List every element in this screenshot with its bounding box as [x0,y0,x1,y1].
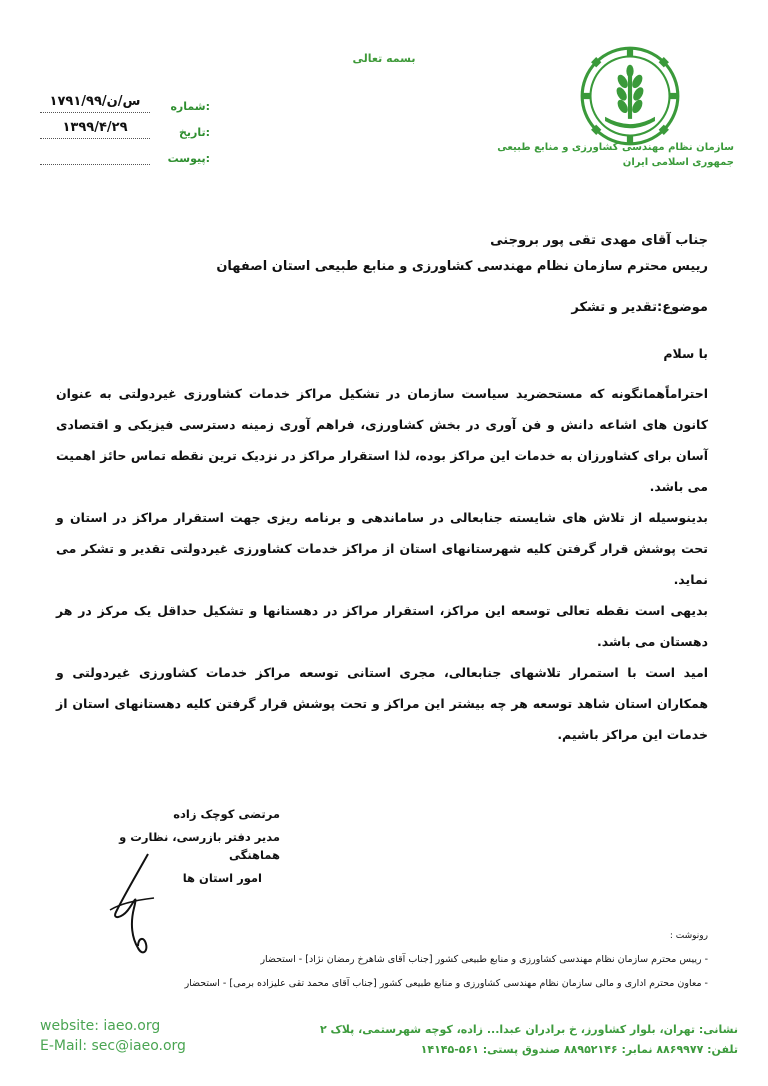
paragraph: امید است با استمرار تلاشهای جنابعالی، مجری استانی توسعه مراکز خدمات کشاورزی غیردولتی و همکاران استان شاهد توسعه هر چه بیشتر این مراکز و تحت پوشش قرار گرفتن کلیه دهستانهای استان از خدمات این مراکز باشیم. [56,665,708,742]
letter-body [56,378,708,750]
signer-name: مرتضی کوچک زاده [173,807,280,821]
letter-number: ۱۷۹۱/۹۹/س/ن [40,94,150,113]
carbon-copy [48,924,708,996]
letter-date: ۱۳۹۹/۴/۲۹ [40,120,150,139]
email-link[interactable]: E-Mail: sec@iaeo.org [40,1038,186,1054]
paragraph: بدینوسیله از تلاش های شایسته جنابعالی در ساماندهی و برنامه ریزی جهت استقرار مراکز در استان و تحت پوشش قرار گرفتن کلیه شهرستانهای استان از مراکز خدمات کشاورزی غیردولتی تقدیر و تشکر می نماید. [56,510,708,587]
cc-title: رونوشت : [669,931,708,941]
greeting: با سلام [663,346,708,361]
addressee [56,228,708,280]
org-name-line2: جمهوری اسلامی ایران [622,157,734,168]
addressee-name: جناب آقای مهدی تقی پور بروجنی [490,233,708,248]
attachment-label: پیوست: [167,152,210,165]
addressee-title: رییس محترم سازمان نظام مهندسی کشاورزی و منابع طبیعی استان اصفهان [216,259,708,274]
letter-meta [40,92,210,170]
subject: موضوع:تقدیر و تشکر [571,300,708,315]
attachment-row [40,144,210,170]
cc-item: - رییس محترم سازمان نظام مهندسی کشاورزی و منابع طبیعی کشور [جناب آقای شاهرخ رمضان نژاد] - استحضار [260,954,708,965]
footer-contact-web [40,1016,186,1056]
footer-address [298,1020,738,1060]
paragraph: بدیهی است نقطه تعالی توسعه این مراکز، استقرار مراکز در دهستانها و تشکیل حداقل یک مرکز در هر دهستان می باشد. [56,603,708,649]
organization-name [474,140,734,170]
website-link[interactable]: website: iaeo.org [40,1018,161,1034]
phone-numbers: تلفن: ۸۸۶۹۹۷۷ نمابر: ۸۸۹۵۲۱۴۶ صندوق پستی: ۵۶۱-۱۴۱۴۵ [420,1043,738,1056]
org-name-line1: سازمان نظام مهندسی کشاورزی و منابع طبیعی [497,142,734,153]
date-row [40,118,210,144]
signer-title: مدیر دفتر بازرسی، نظارت و هماهنگی [119,830,280,862]
signer-title-2: امور استان ها [182,871,262,885]
paragraph: احتراماًهمانگونه که مستحضرید سیاست سازمان در تشکیل مراکز خدمات کشاورزی غیردولتی به عنوان کانون های اشاعه دانش و فن آوری در بخش کشاورزی، فراهم آوری زمینه دسترسی فیزیکی و اقتصادی آسان برای کشاورزان به خدمات این مراکز بوده، لذا استقرار مراکز در نزدیک ترین نقطه تماس حائز اهمیت می باشد. [56,386,708,494]
attachment-value [40,146,150,165]
organization-logo [578,44,682,148]
bismillah: بسمه تعالی [352,52,416,65]
date-label: تاریخ: [178,126,210,139]
number-label: شماره: [170,100,210,113]
number-row [40,92,210,118]
cc-item: - معاون محترم اداری و مالی سازمان نظام مهندسی کشاورزی و منابع طبیعی کشور [جناب آقای محمد تقی علیزاده برمی] - استحضار [184,978,708,989]
postal-address: نشانی: تهران، بلوار کشاورز، خ برادران عبدا... زاده، کوچه شهرستمی، پلاک ۲ [320,1023,738,1036]
